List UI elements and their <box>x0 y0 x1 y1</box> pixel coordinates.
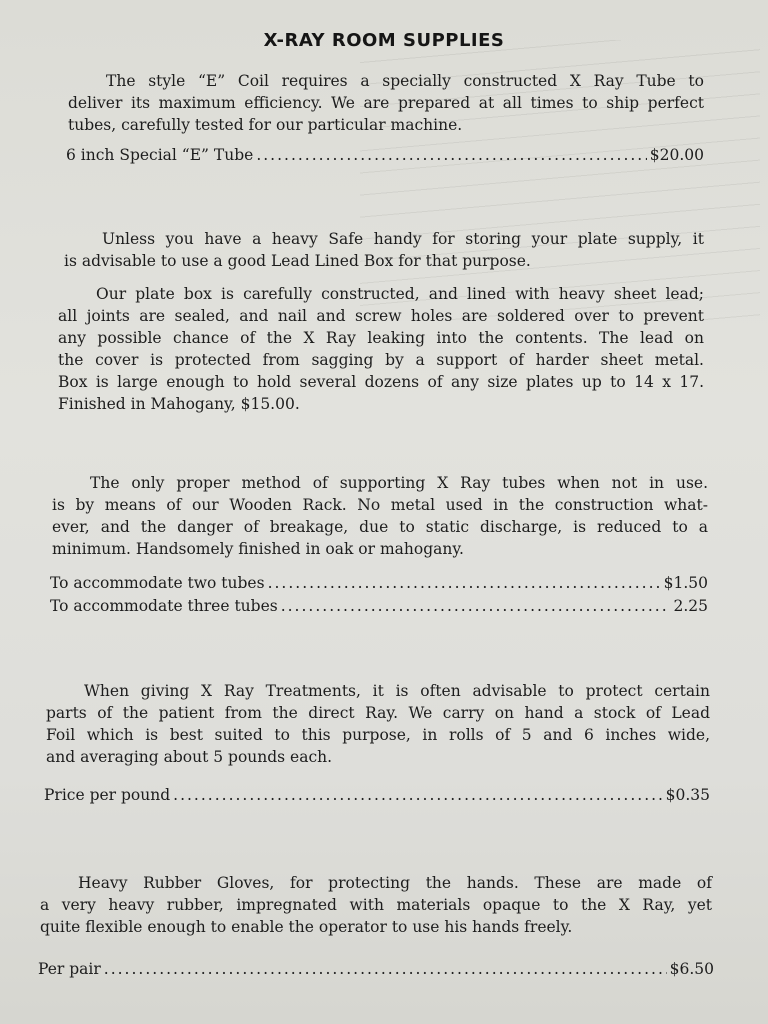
text-line: is advisable to use a good Lead Lined Box for that purpose. <box>64 252 531 270</box>
page-title: X-RAY ROOM SUPPLIES <box>263 30 505 51</box>
wooden-rack-description <box>52 472 708 560</box>
lead-box-intro <box>64 228 704 272</box>
text-line: The style “E” Coil requires a specially constructed X Ray Tube to <box>106 72 704 90</box>
item-price: $0.35 <box>665 786 710 804</box>
item-label: Price per pound <box>44 786 171 804</box>
text-line: The only proper method of supporting X Ray tubes when not in use. <box>90 474 708 492</box>
price-line-two-tubes <box>50 574 708 592</box>
lead-foil-description <box>46 680 710 768</box>
leader-dots <box>104 960 667 978</box>
text-line: is by means of our Wooden Rack. No metal used in the construction what- <box>52 496 708 514</box>
text-line: Heavy Rubber Gloves, for protecting the hands. These are made of <box>78 874 712 892</box>
item-price: $1.50 <box>663 574 708 592</box>
text-line: any possible chance of the X Ray leaking into the contents. The lead on <box>58 329 704 347</box>
text-line: a very heavy rubber, impregnated with materials opaque to the X Ray, yet <box>40 896 712 914</box>
price-line-three-tubes <box>50 597 708 615</box>
item-label: 6 inch Special “E” Tube <box>66 146 254 164</box>
leader-dots <box>256 146 646 164</box>
text-line: Box is large enough to hold several dozens of any size plates up to 14 x 17. <box>58 373 704 391</box>
text-line: minimum. Handsomely finished in oak or mahogany. <box>52 540 464 558</box>
rubber-gloves-description <box>40 872 712 938</box>
item-label: To accommodate two tubes <box>50 574 265 592</box>
text-line: Foil which is best suited to this purpose, in rolls of 5 and 6 inches wide, <box>46 726 710 744</box>
item-label: To accommodate three tubes <box>50 597 278 615</box>
text-line: quite flexible enough to enable the operator to use his hands freely. <box>40 918 573 936</box>
item-price: 2.25 <box>673 597 708 615</box>
price-line-special-e-tube <box>66 146 704 164</box>
xray-tube-description <box>68 70 704 136</box>
text-line: deliver its maximum efficiency. We are prepared at all times to ship perfect <box>68 94 704 112</box>
price-line-lead-foil <box>44 786 710 804</box>
text-line: ever, and the danger of breakage, due to static discharge, is reduced to a <box>52 518 708 536</box>
leader-dots <box>268 574 661 592</box>
text-line: the cover is protected from sagging by a support of harder sheet metal. <box>58 351 704 369</box>
text-line: When giving X Ray Treatments, it is often advisable to protect certain <box>84 682 710 700</box>
item-label: Per pair <box>38 960 101 978</box>
leader-dots <box>173 786 662 804</box>
text-line: and averaging about 5 pounds each. <box>46 748 333 766</box>
text-line: Finished in Mahogany, $15.00. <box>58 395 300 413</box>
leader-dots <box>281 597 671 615</box>
price-line-gloves <box>38 960 714 978</box>
item-price: $20.00 <box>649 146 704 164</box>
text-line: tubes, carefully tested for our particular machine. <box>68 116 463 134</box>
text-line: Our plate box is carefully constructed, and lined with heavy sheet lead; <box>96 285 704 303</box>
text-line: all joints are sealed, and nail and screw holes are soldered over to prevent <box>58 307 704 325</box>
lead-box-description <box>58 283 704 415</box>
text-line: Unless you have a heavy Safe handy for storing your plate supply, it <box>102 230 704 248</box>
item-price: $6.50 <box>669 960 714 978</box>
text-line: parts of the patient from the direct Ray. We carry on hand a stock of Lead <box>46 704 710 722</box>
